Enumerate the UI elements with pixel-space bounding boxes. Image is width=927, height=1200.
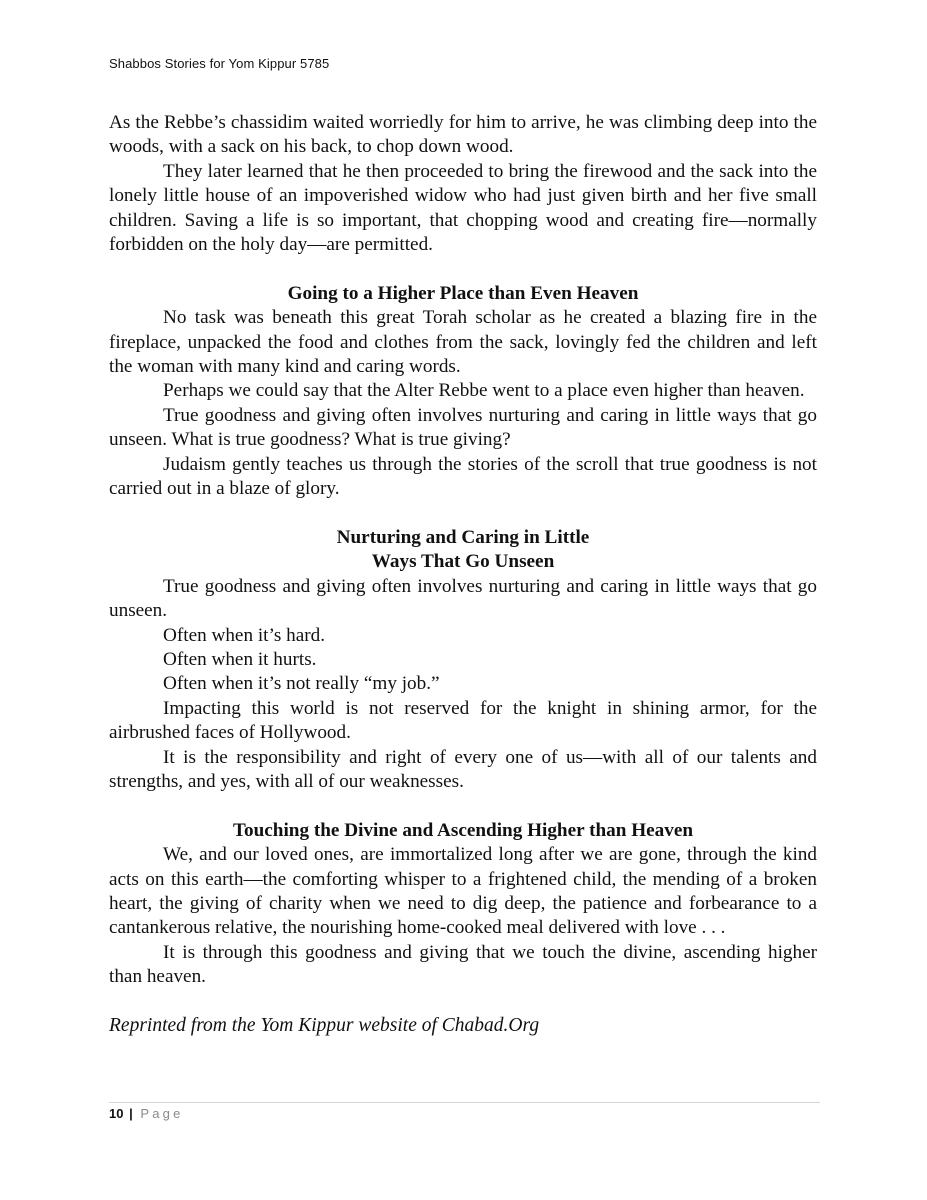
- paragraph: Judaism gently teaches us through the stories of the scroll that true goodness is not carried out in a blaze of glory.: [109, 453, 817, 500]
- page-number: 10: [109, 1106, 124, 1121]
- paragraph: Perhaps we could say that the Alter Rebbe went to a place even higher than heaven.: [163, 380, 805, 402]
- paragraph: We, and our loved ones, are immortalized long after we are gone, through the kind acts on this earth—the comforting whisper to a frightened child, the mending of a broken heart, the giving of charity when we need to dig deep, the patience and forbearance to a cantankerous relative, the nourishing home-cooked meal delivered with love . . .: [109, 844, 817, 939]
- short-line: Often when it’s hard.: [163, 624, 325, 646]
- paragraph: It is through this goodness and giving that we touch the divine, ascending higher than heaven.: [109, 941, 817, 988]
- short-line: Often when it’s not really “my job.”: [163, 673, 440, 695]
- section-heading-line: Ways That Go Unseen: [371, 551, 555, 573]
- paragraph: No task was beneath this great Torah scholar as he created a blazing fire in the fireplace, unpacked the food and clothes from the sack, lovingly fed the children and left the woman with many kind and caring words.: [109, 307, 817, 378]
- section-heading: [109, 526, 817, 575]
- paragraph: As the Rebbe’s chassidim waited worriedly for him to arrive, he was climbing deep into the woods, with a sack on his back, to chop down wood.: [109, 112, 817, 158]
- section-heading: Going to a Higher Place than Even Heaven: [287, 282, 639, 304]
- section-heading: Touching the Divine and Ascending Higher than Heaven: [232, 819, 694, 841]
- page-footer: [109, 1106, 184, 1121]
- paragraph: True goodness and giving often involves nurturing and caring in little ways that go unseen.: [109, 575, 817, 622]
- paragraph: True goodness and giving often involves nurturing and caring in little ways that go unseen. What is true goodness? What is true giving?: [109, 404, 817, 451]
- footer-separator: |: [129, 1106, 133, 1121]
- running-header: Shabbos Stories for Yom Kippur 5785: [109, 56, 330, 71]
- article-body: [109, 111, 817, 1038]
- footer-divider: [109, 1102, 820, 1103]
- short-line: Often when it hurts.: [163, 648, 317, 670]
- paragraph: They later learned that he then proceeded to bring the firewood and the sack into the lonely little house of an impoverished widow who had just given birth and her five small children. Saving a life is so important, that chopping wood and creating fire—normally forbidden on the holy day—are permitted.: [109, 160, 817, 256]
- paragraph: Impacting this world is not reserved for the knight in shining armor, for the airbrushed faces of Hollywood.: [109, 697, 817, 744]
- paragraph: It is the responsibility and right of every one of us—with all of our talents and strengths, and yes, with all of our weaknesses.: [109, 746, 817, 792]
- page-label: Page: [140, 1106, 184, 1121]
- section-heading-line: Nurturing and Caring in Little: [336, 526, 590, 548]
- source-credit: Reprinted from the Yom Kippur website of Chabad.Org: [109, 1014, 540, 1036]
